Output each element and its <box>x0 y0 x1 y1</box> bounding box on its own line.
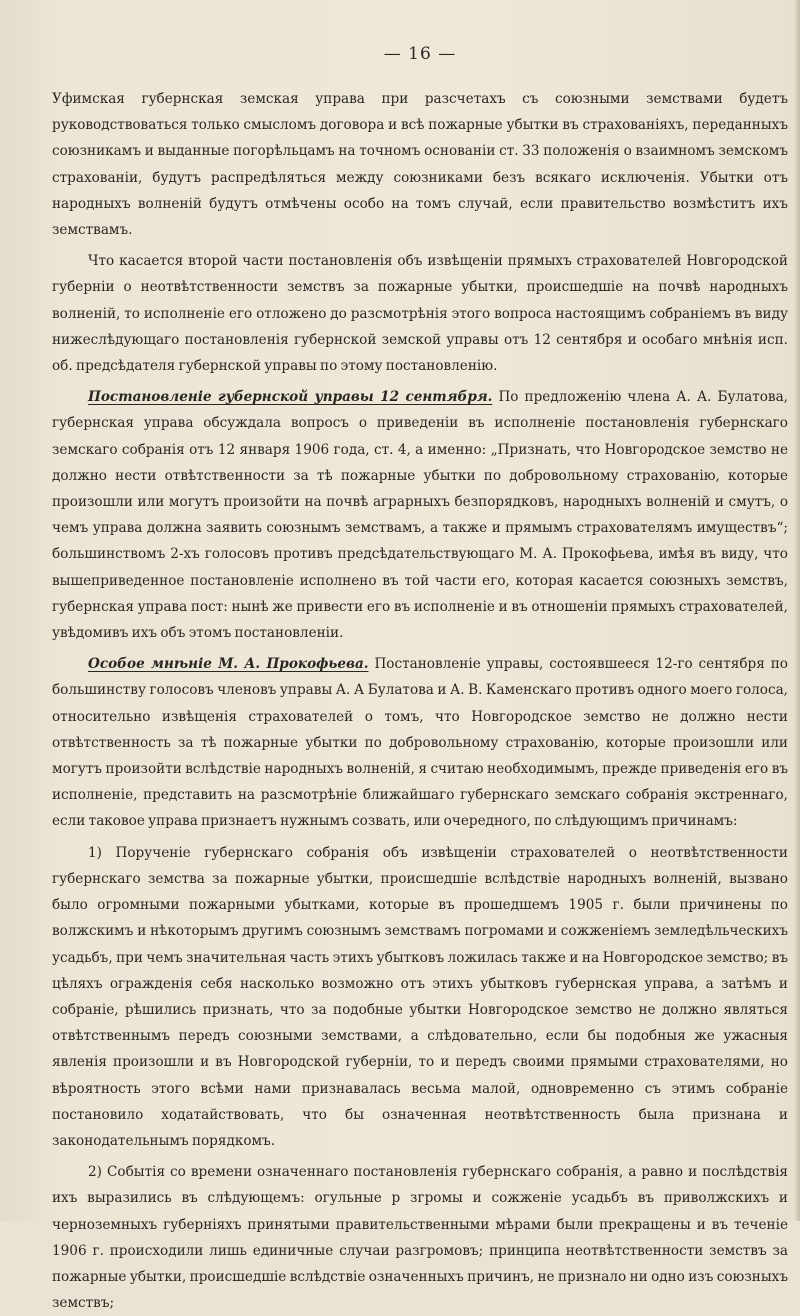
paragraph-5 <box>52 840 788 1154</box>
document-body <box>52 86 788 1316</box>
paragraph-text: Уфимская губернская земская управа при разсчетахъ съ союзными земствами будетъ руководствоваться только смысломъ договора и всѣ пожарные убытки въ страхованіяхъ, переданныхъ союзникамъ и выданные погорѣльцамъ на точномъ основаніи ст. 33 положенія о взаимномъ земскомъ страхованіи, будутъ распредѣляться между союзниками безъ всякаго исключенія. Убытки отъ народныхъ волненій будутъ отмѣчены особо на томъ случай, если правительство возмѣститъ ихъ земствамъ. <box>52 91 788 239</box>
paragraph-text: 2) Событія со времени означеннаго постановленія губернскаго собранія, а равно и послѣдствія ихъ выразились въ слѣдующемъ: огульные р згромы и сожженіе усадьбъ въ приволжскихъ и черноземныхъ губерніяхъ принятыми правительственными мѣрами были прекращены и въ теченіе 1906 г. происходили лишь единичные случаи разгромовъ; принципа неотвѣтственности земствъ за пожарные убытки, происшедшіе вслѣдствіе означенныхъ причинъ, не признало ни одно изъ союзныхъ земствъ; <box>52 1164 788 1312</box>
paragraph-2 <box>52 248 788 379</box>
paragraph-4 <box>52 651 788 834</box>
paragraph-text: 1) Порученіе губернскаго собранія объ извѣщеніи страхователей о неотвѣтственности губернскаго земства за пожарные убытки, происшедшіе вслѣдствіе народныхъ волненій, вызвано было огромными пожарными убытками, которые въ прошедшемъ 1905 г. были причинены по волжскимъ и нѣкоторымъ другимъ союзнымъ земствамъ погромами и сожженіемъ земледѣльческихъ усадьбъ, при чемъ значительная часть этихъ убытковъ ложилась также и на Новгородское земство; въ цѣляхъ огражденія себя насколько возможно отъ этихъ убытковъ губернская управа, а затѣмъ и собраніе, рѣшились признать, что за подобные убытки Новгородское земство не должно являться отвѣтственнымъ передъ союзными земствами, а слѣдовательно, если бы подобныя же ужасныя явленія произошли и въ Новгородской губерніи, то и передъ своими прямыми страхователями, но вѣроятность этого всѣми нами признавалась весьма малой, одновременно съ этимъ собраніе постановило ходатайствовать, что бы означенная неотвѣтственность была признана и законодательнымъ порядкомъ. <box>52 844 788 1149</box>
paragraph-1 <box>52 86 788 243</box>
paragraph-heading: Особое мнѣніе М. А. Прокофьева. <box>88 656 369 673</box>
paragraph-text: По предложенію члена А. А. Булатова, губернская управа обсуждала вопросъ о приведеніи въ исполненіе постановленія губернскаго земскаго собранія отъ 12 января 1906 года, ст. 4, а именно: „Признать, что Новгородское земство не должно нести отвѣтственности за тѣ пожарные убытки по добровольному страхованію, которые произошли или могутъ произойти на почвѣ аграрныхъ безпорядковъ, народныхъ волненій и смутъ, о чемъ управа должна заявить союзнымъ земствамъ, а также и прямымъ страхователямъ имуществъ“; большинствомъ 2-хъ голосовъ противъ предсѣдательствующаго М. А. Прокофьева, имѣя въ виду, что вышеприведенное постановленіе исполнено въ той части его, которая касается союзныхъ земствъ, губернская управа пост: нынѣ же привести его въ исполненіе и въ отношеніи прямыхъ страхователей, увѣдомивъ ихъ объ этомъ постановленіи. <box>52 389 789 642</box>
page-number: — 16 — <box>383 44 457 64</box>
paragraph-6 <box>52 1159 788 1316</box>
page-edge-shadow <box>794 0 800 1221</box>
paragraph-text: Что касается второй части постановленія объ извѣщеніи прямыхъ страхователей Новгородской губерніи о неотвѣтственности земствъ за пожарные убытки, происшедшіе на почвѣ народныхъ волненій, то исполненіе его отложено до разсмотрѣнія этого вопроса настоящимъ собраніемъ въ виду нижеслѣдующаго постановленія губернской земской управы отъ 12 сентября и особаго мнѣнія исп. об. предсѣдателя губернской управы по этому постановленію. <box>52 253 788 375</box>
paragraph-3 <box>52 384 788 646</box>
paragraph-text: Постановленіе управы, состоявшееся 12-го сентября по большинству голосовъ членовъ управы А. А Булатова и А. В. Каменскаго противъ одного моего голоса, относительно извѣщенія страхователей о томъ, что Новгородское земство не должно нести отвѣтственность за тѣ пожарные убытки по добровольному страхованію, которые произошли или могутъ произойти вслѣдствіе народныхъ волненій, я считаю необходимымъ, прежде приведенія его въ исполненіе, представить на разсмотрѣніе ближайшаго губернскаго земскаго собранія экстреннаго, если таковое управа признаетъ нужнымъ созвать, или очередного, по слѣдующимъ причинамъ: <box>52 656 788 830</box>
paragraph-heading: Постановленіе губернской управы 12 сентября. <box>88 389 493 406</box>
